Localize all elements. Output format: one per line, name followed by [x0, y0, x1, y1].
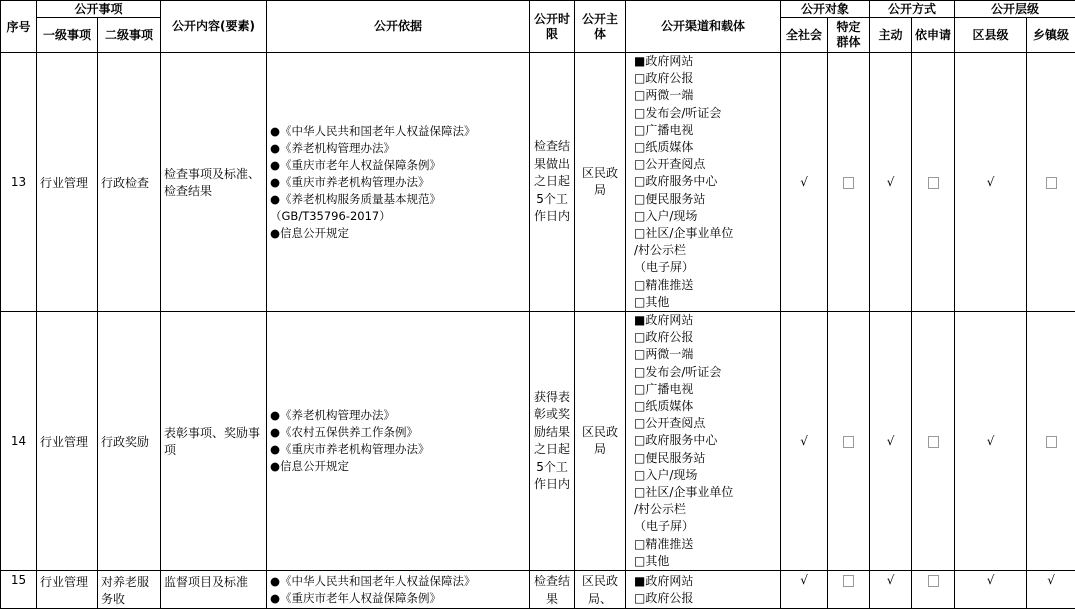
channel-item: □入户/现场: [634, 208, 777, 225]
check-mark-icon: √: [987, 434, 995, 448]
channel-item: ■政府网站: [634, 312, 777, 329]
row-level1: 行业管理: [37, 571, 98, 609]
channel-item: /村公示栏: [634, 242, 777, 259]
basis-item: ●《重庆市老年人权益保障条例》: [270, 157, 526, 174]
channel-item: ■政府网站: [634, 573, 777, 590]
table-row: [1, 312, 1075, 571]
basis-item: ●信息公开规定: [270, 458, 526, 475]
channel-item: □发布会/听证会: [634, 364, 777, 381]
channel-item: □纸质媒体: [634, 398, 777, 415]
header-channels: 公开渠道和载体: [626, 1, 781, 53]
channel-item: /村公示栏: [634, 501, 777, 518]
check-mark-icon: √: [800, 573, 808, 587]
row-method-active: [870, 571, 912, 609]
check-mark-icon: √: [987, 175, 995, 189]
empty-checkbox-icon: [843, 575, 854, 587]
channel-item: □其他: [634, 294, 777, 311]
check-mark-icon: √: [1047, 573, 1055, 587]
row-time: 检查结果: [530, 571, 575, 609]
channel-item: □纸质媒体: [634, 139, 777, 156]
channel-item: □便民服务站: [634, 450, 777, 467]
header-basis: 公开依据: [267, 1, 530, 53]
channel-item: □入户/现场: [634, 467, 777, 484]
row-basis: [267, 53, 530, 312]
header-level-town: 乡镇级: [1027, 18, 1075, 53]
row-target-group: [828, 312, 870, 571]
row-channels: [626, 53, 781, 312]
channel-item: □政府公报: [634, 590, 777, 607]
row-method-request: [912, 53, 955, 312]
row-level-county: [955, 312, 1027, 571]
row-basis: [267, 312, 530, 571]
channel-item: □社区/企事业单位: [634, 484, 777, 501]
row-time: 获得表彰或奖励结果之日起5个工作日内: [530, 312, 575, 571]
channel-item: □两微一端: [634, 346, 777, 363]
header-level2: 二级事项: [98, 18, 161, 53]
channel-item: □广播电视: [634, 122, 777, 139]
check-mark-icon: √: [800, 434, 808, 448]
channel-item: □政府服务中心: [634, 173, 777, 190]
row-subject: 区民政局: [575, 312, 626, 571]
header-subject: 公开主体: [575, 1, 626, 53]
check-mark-icon: √: [800, 175, 808, 189]
channel-item: □政府公报: [634, 70, 777, 87]
basis-item: ●《养老机构服务质量基本规范》: [270, 191, 526, 208]
channel-item: □广播电视: [634, 381, 777, 398]
basis-item: ●《养老机构管理办法》: [270, 140, 526, 157]
row-target-all: [781, 53, 828, 312]
header-method-active: 主动: [870, 18, 912, 53]
channel-item: □公开查阅点: [634, 415, 777, 432]
row-basis: [267, 571, 530, 609]
empty-checkbox-icon: [1046, 177, 1057, 189]
channel-item: □其他: [634, 553, 777, 570]
header-level-county: 区县级: [955, 18, 1027, 53]
basis-item: ●《重庆市老年人权益保障条例》: [270, 590, 526, 607]
basis-item: ●《重庆市养老机构管理办法》: [270, 174, 526, 191]
row-content: 监督项目及标准: [161, 571, 267, 609]
row-channels: [626, 571, 781, 609]
basis-item: ●《中华人民共和国老年人权益保障法》: [270, 573, 526, 590]
check-mark-icon: √: [887, 434, 895, 448]
row-level-town: [1027, 53, 1075, 312]
channel-item: □精准推送: [634, 277, 777, 294]
basis-item: ●信息公开规定: [270, 225, 526, 242]
row-channels: [626, 312, 781, 571]
channel-item: □精准推送: [634, 536, 777, 553]
row-content: 检查事项及标准、检查结果: [161, 53, 267, 312]
basis-item: （GB/T35796-2017）: [270, 208, 526, 225]
header-level: 公开层级: [955, 1, 1075, 18]
channel-item: （电子屏）: [634, 259, 777, 276]
row-target-group: [828, 53, 870, 312]
channel-item: （电子屏）: [634, 518, 777, 535]
header-level1: 一级事项: [37, 18, 98, 53]
channel-item: □政府服务中心: [634, 432, 777, 449]
header-target: 公开对象: [781, 1, 870, 18]
row-seq: 14: [1, 312, 37, 571]
empty-checkbox-icon: [1046, 436, 1057, 448]
channel-item: □发布会/听证会: [634, 105, 777, 122]
row-method-request: [912, 312, 955, 571]
row-level1: 行业管理: [37, 53, 98, 312]
row-method-active: [870, 312, 912, 571]
table-row: [1, 53, 1075, 312]
basis-item: ●《中华人民共和国老年人权益保障法》: [270, 123, 526, 140]
header-items: 公开事项: [37, 1, 161, 18]
row-level-county: [955, 53, 1027, 312]
check-mark-icon: √: [887, 573, 895, 587]
row-level-town: [1027, 312, 1075, 571]
basis-item: ●《农村五保供养工作条例》: [270, 424, 526, 441]
row-method-active: [870, 53, 912, 312]
basis-item: ●《养老机构管理办法》: [270, 407, 526, 424]
channel-item: □社区/企事业单位: [634, 225, 777, 242]
row-method-request: [912, 571, 955, 609]
row-content: 表彰事项、奖励事项: [161, 312, 267, 571]
row-level2: 行政奖励: [98, 312, 161, 571]
empty-checkbox-icon: [843, 177, 854, 189]
row-target-all: [781, 312, 828, 571]
row-target-group: [828, 571, 870, 609]
header-target-all: 全社会: [781, 18, 828, 53]
channel-item: ■政府网站: [634, 53, 777, 70]
row-level2: 行政检查: [98, 53, 161, 312]
empty-checkbox-icon: [928, 436, 939, 448]
channel-item: □政府公报: [634, 329, 777, 346]
row-level-county: [955, 571, 1027, 609]
row-subject: 区民政局: [575, 53, 626, 312]
empty-checkbox-icon: [928, 575, 939, 587]
row-subject: 区民政局、: [575, 571, 626, 609]
check-mark-icon: √: [887, 175, 895, 189]
channel-item: □便民服务站: [634, 191, 777, 208]
header-time: 公开时限: [530, 1, 575, 53]
header-target-group: 特定群体: [828, 18, 870, 53]
row-seq: 13: [1, 53, 37, 312]
header-seq: 序号: [1, 1, 37, 53]
check-mark-icon: √: [987, 573, 995, 587]
row-level-town: [1027, 571, 1075, 609]
basis-item: ●《重庆市养老机构管理办法》: [270, 441, 526, 458]
empty-checkbox-icon: [843, 436, 854, 448]
row-target-all: [781, 571, 828, 609]
channel-item: □公开查阅点: [634, 156, 777, 173]
row-level1: 行业管理: [37, 312, 98, 571]
row-time: 检查结果做出之日起5个工作日内: [530, 53, 575, 312]
header-content: 公开内容(要素): [161, 1, 267, 53]
header-method-request: 依申请: [912, 18, 955, 53]
empty-checkbox-icon: [928, 177, 939, 189]
row-level2: 对养老服务收: [98, 571, 161, 609]
table-row: [1, 571, 1075, 609]
row-seq: 15: [1, 571, 37, 609]
channel-item: □两微一端: [634, 87, 777, 104]
header-method: 公开方式: [870, 1, 955, 18]
